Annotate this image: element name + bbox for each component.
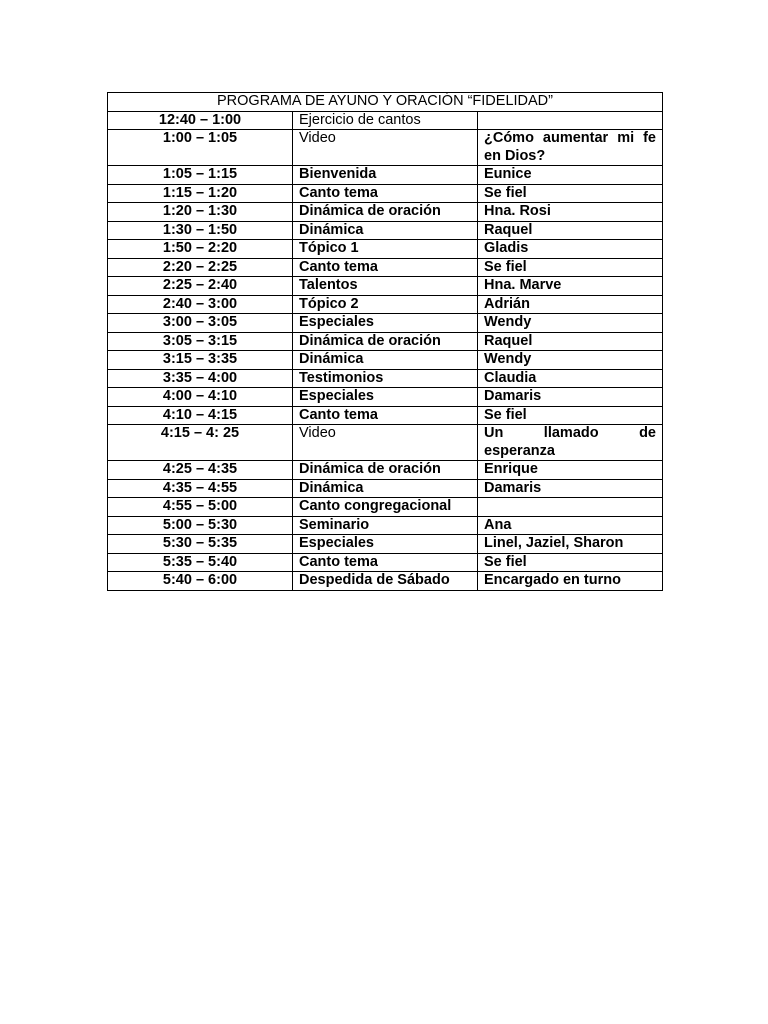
time-cell: 4:25 – 4:35	[108, 461, 293, 480]
activity-cell: Canto tema	[293, 553, 478, 572]
time-cell: 12:40 – 1:00	[108, 111, 293, 130]
time-cell: 2:20 – 2:25	[108, 258, 293, 277]
time-cell: 4:35 – 4:55	[108, 479, 293, 498]
activity-cell: Canto tema	[293, 258, 478, 277]
table-row	[108, 388, 663, 407]
activity-cell: Video	[293, 130, 478, 166]
person-cell: Damaris	[478, 388, 663, 407]
person-cell: Hna. Rosi	[478, 203, 663, 222]
time-cell: 4:00 – 4:10	[108, 388, 293, 407]
program-title: PROGRAMA DE AYUNO Y ORACIÓN “FIDELIDAD”	[108, 93, 663, 112]
person-cell: Eunice	[478, 166, 663, 185]
time-cell: 2:40 – 3:00	[108, 295, 293, 314]
time-cell: 3:05 – 3:15	[108, 332, 293, 351]
table-row	[108, 332, 663, 351]
person-cell: Raquel	[478, 332, 663, 351]
person-cell: Claudia	[478, 369, 663, 388]
time-cell: 4:10 – 4:15	[108, 406, 293, 425]
person-cell: Se fiel	[478, 553, 663, 572]
person-cell: Ana	[478, 516, 663, 535]
time-cell: 4:55 – 5:00	[108, 498, 293, 517]
person-cell: Se fiel	[478, 258, 663, 277]
person-cell	[478, 498, 663, 517]
person-cell: Wendy	[478, 314, 663, 333]
table-row	[108, 572, 663, 591]
table-row	[108, 461, 663, 480]
time-cell: 2:25 – 2:40	[108, 277, 293, 296]
activity-cell: Canto congregacional	[293, 498, 478, 517]
table-title-row	[108, 93, 663, 112]
activity-cell: Talentos	[293, 277, 478, 296]
activity-cell: Especiales	[293, 314, 478, 333]
table-row	[108, 130, 663, 166]
activity-cell: Seminario	[293, 516, 478, 535]
activity-cell: Dinámica de oración	[293, 203, 478, 222]
table-row	[108, 221, 663, 240]
person-cell: Hna. Marve	[478, 277, 663, 296]
activity-cell: Ejercicio de cantos	[293, 111, 478, 130]
person-cell: Damaris	[478, 479, 663, 498]
time-cell: 1:15 – 1:20	[108, 184, 293, 203]
table-row	[108, 369, 663, 388]
table-row	[108, 111, 663, 130]
person-cell: Encargado en turno	[478, 572, 663, 591]
activity-cell: Dinámica de oración	[293, 461, 478, 480]
activity-cell: Tópico 1	[293, 240, 478, 259]
time-cell: 1:20 – 1:30	[108, 203, 293, 222]
program-table	[107, 92, 663, 591]
time-cell: 1:30 – 1:50	[108, 221, 293, 240]
person-cell: Enrique	[478, 461, 663, 480]
table-row	[108, 184, 663, 203]
table-row	[108, 295, 663, 314]
activity-cell: Despedida de Sábado	[293, 572, 478, 591]
activity-cell: Especiales	[293, 388, 478, 407]
activity-cell: Tópico 2	[293, 295, 478, 314]
time-cell: 3:35 – 4:00	[108, 369, 293, 388]
person-cell: Un llamado de esperanza	[478, 425, 663, 461]
activity-cell: Dinámica	[293, 221, 478, 240]
person-cell: Se fiel	[478, 406, 663, 425]
time-cell: 5:00 – 5:30	[108, 516, 293, 535]
table-row	[108, 553, 663, 572]
activity-cell: Testimonios	[293, 369, 478, 388]
person-cell: Wendy	[478, 351, 663, 370]
activity-cell: Bienvenida	[293, 166, 478, 185]
table-row	[108, 258, 663, 277]
activity-cell: Dinámica de oración	[293, 332, 478, 351]
table-row	[108, 516, 663, 535]
time-cell: 3:15 – 3:35	[108, 351, 293, 370]
activity-cell: Dinámica	[293, 351, 478, 370]
activity-cell: Especiales	[293, 535, 478, 554]
activity-cell: Canto tema	[293, 406, 478, 425]
time-cell: 3:00 – 3:05	[108, 314, 293, 333]
table-row	[108, 425, 663, 461]
person-cell: Adrián	[478, 295, 663, 314]
table-row	[108, 479, 663, 498]
person-cell: Gladis	[478, 240, 663, 259]
table-row	[108, 240, 663, 259]
time-cell: 4:15 – 4: 25	[108, 425, 293, 461]
table-row	[108, 535, 663, 554]
table-row	[108, 351, 663, 370]
table-row	[108, 203, 663, 222]
person-cell: ¿Cómo aumentar mi fe en Dios?	[478, 130, 663, 166]
time-cell: 5:30 – 5:35	[108, 535, 293, 554]
time-cell: 1:05 – 1:15	[108, 166, 293, 185]
table-row	[108, 277, 663, 296]
person-cell	[478, 111, 663, 130]
person-cell: Linel, Jaziel, Sharon	[478, 535, 663, 554]
table-row	[108, 498, 663, 517]
time-cell: 5:40 – 6:00	[108, 572, 293, 591]
table-row	[108, 314, 663, 333]
time-cell: 1:50 – 2:20	[108, 240, 293, 259]
time-cell: 5:35 – 5:40	[108, 553, 293, 572]
table-row	[108, 166, 663, 185]
time-cell: 1:00 – 1:05	[108, 130, 293, 166]
activity-cell: Video	[293, 425, 478, 461]
table-row	[108, 406, 663, 425]
activity-cell: Canto tema	[293, 184, 478, 203]
activity-cell: Dinámica	[293, 479, 478, 498]
person-cell: Se fiel	[478, 184, 663, 203]
person-cell: Raquel	[478, 221, 663, 240]
